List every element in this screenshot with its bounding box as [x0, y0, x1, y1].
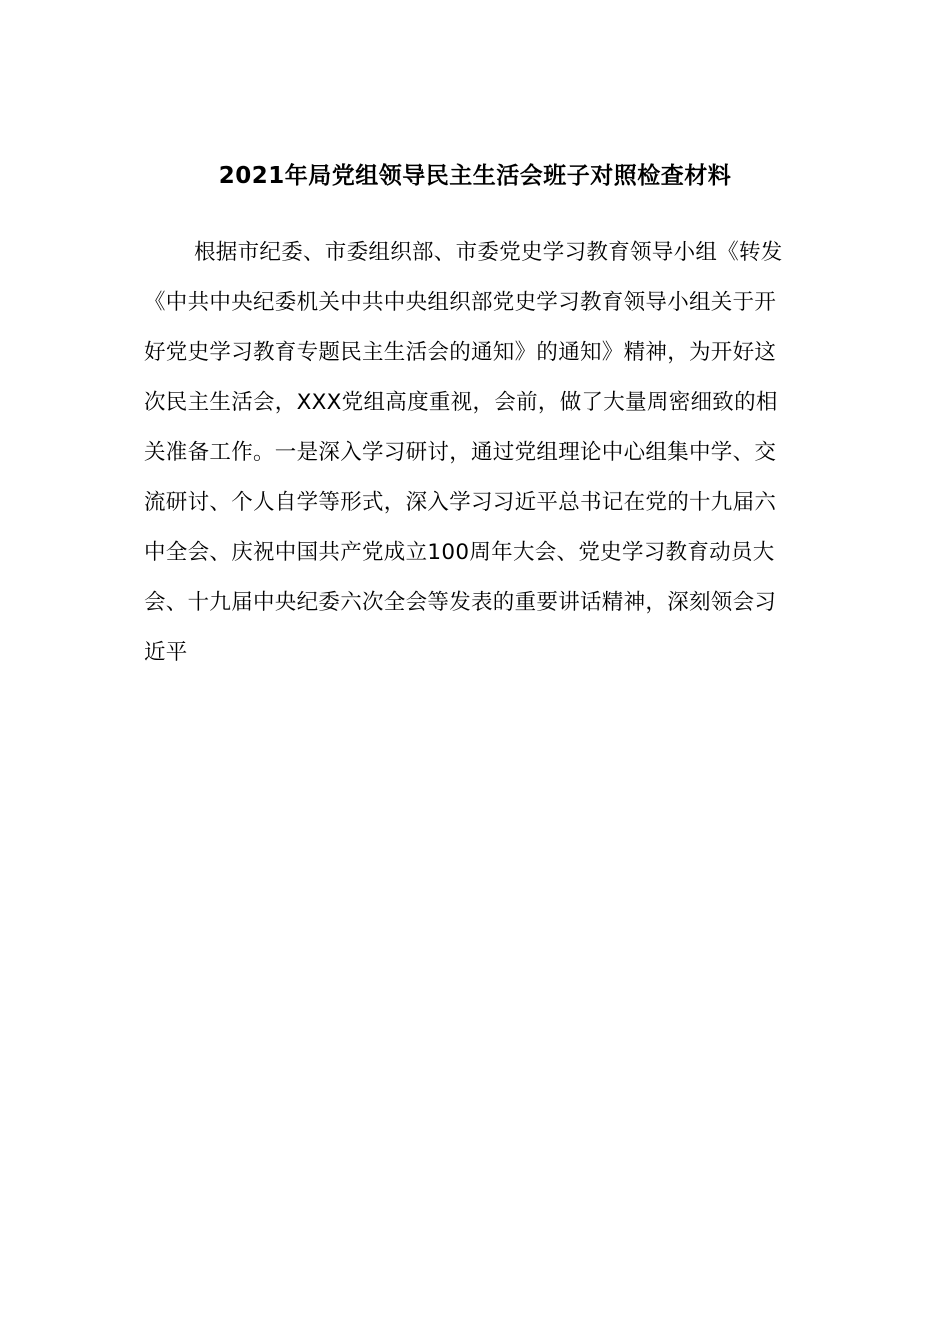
paragraph-line: 根据市纪委、市委组织部、市委党史学习教育领导小组《转发: [194, 240, 783, 265]
document-body: [144, 228, 804, 678]
document-title: 2021年局党组领导民主生活会班子对照检查材料: [218, 163, 732, 189]
paragraph-line: 次民主生活会，XXX党组高度重视，会前，做了大量周密细致的相: [144, 390, 778, 415]
paragraph-line: 流研讨、个人自学等形式，深入学习习近平总书记在党的十九届六: [144, 490, 777, 515]
paragraph-line: 《中共中央纪委机关中共中央组织部党史学习教育领导小组关于开: [144, 290, 777, 315]
paragraph-line: 中全会、庆祝中国共产党成立100周年大会、党史学习教育动员大: [144, 540, 775, 565]
paragraph-line: 关准备工作。一是深入学习研讨，通过党组理论中心组集中学、交: [144, 440, 777, 465]
paragraph-line: 会、十九届中央纪委六次全会等发表的重要讲话精神，深刻领会习: [144, 590, 777, 615]
paragraph-line: 好党史学习教育专题民主生活会的通知》的通知》精神，为开好这: [144, 340, 777, 365]
paragraph-line: 近平: [144, 640, 188, 665]
